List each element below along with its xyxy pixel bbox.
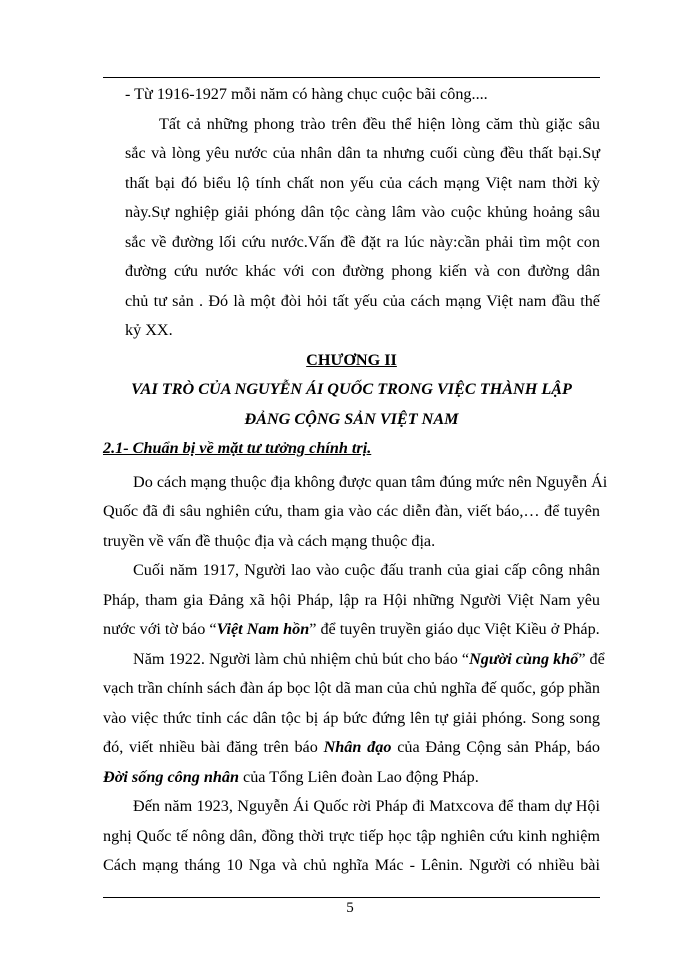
paragraph-line: Pháp, tham gia Đảng xã hội Pháp, lập ra Hội những Người Việt Nam yêu: [103, 590, 600, 609]
text-run: của Tổng Liên đoàn Lao động Pháp.: [238, 767, 479, 786]
chapter-title-line1: VAI TRÒ CỦA NGUYỄN ÁI QUỐC TRONG VIỆC THÀNH LẬP: [131, 380, 572, 398]
text-run: Năm 1922. Người làm chủ nhiệm chủ bút cho báo “: [133, 649, 470, 668]
page-body: [103, 80, 608, 881]
intro-line: thất bại đó biểu lộ tính chất non yếu của cách mạng Việt nam thời kỳ: [125, 173, 600, 192]
newspaper-title: Nhân đạo: [323, 738, 392, 756]
paragraph-line: Cuối năm 1917, Người lao vào cuộc đấu tranh của giai cấp công nhân: [133, 561, 600, 579]
text-run: ” để tuyên truyền giáo dục Việt Kiều ở Pháp.: [309, 620, 600, 638]
paragraph-line: [103, 615, 600, 645]
paragraph-line: [103, 645, 605, 675]
intro-line: sắc về đường lối cứu nước.Vấn đề đặt ra lúc này:cần phải tìm một con: [125, 232, 600, 251]
paragraph-line: nghị Quốc tế nông dân, đồng thời trực tiếp học tập nghiên cứu kinh nghiệm: [103, 826, 600, 845]
newspaper-title: Đời sống công nhân: [103, 767, 239, 786]
paragraph-line: [103, 733, 600, 763]
chapter-title-line2: ĐẢNG CỘNG SẢN VIỆT NAM: [244, 409, 459, 428]
intro-line: đường cứu nước khác với con đường phong kiến và con đường dân: [125, 262, 600, 280]
intro-line: sắc và lòng yêu nước của nhân dân ta nhưng cuối cùng đều thất bại.Sự: [125, 144, 600, 162]
text-run: nước với tờ báo “: [103, 620, 217, 638]
page-number: 5: [346, 900, 354, 916]
paragraph-line: Đến năm 1923, Nguyễn Ái Quốc rời Pháp đi Matxcova để tham dự Hội: [133, 797, 600, 815]
newspaper-title: Việt Nam hồn: [216, 620, 310, 638]
header-rule: [103, 77, 600, 78]
footer-rule: [103, 897, 600, 898]
intro-line: chủ tư sản . Đó là một đòi hỏi tất yếu của cách mạng Việt nam đầu thế: [125, 291, 600, 310]
newspaper-title: Người cùng khổ: [469, 649, 579, 668]
paragraph-line: Quốc đã đi sâu nghiên cứu, tham gia vào các diễn đàn, viết báo,… để tuyên: [103, 502, 600, 520]
section-heading: [103, 434, 600, 464]
text-run: ” để: [578, 649, 605, 668]
paragraph-line: vạch trần chính sách đàn áp bọc lột dã man của chủ nghĩa đế quốc, góp phần: [103, 679, 600, 697]
intro-line: Tất cả những phong trào trên đều thể hiện lòng căm thù giặc sâu: [159, 114, 600, 133]
intro-line: này.Sự nghiệp giải phóng dân tộc càng lâm vào cuộc khủng hoảng sâu: [125, 203, 600, 221]
text-run: đó, viết nhiều bài đăng trên báo: [103, 738, 324, 756]
paragraph-line: Do cách mạng thuộc địa không được quan tâm đúng mức nên Nguyễn Ái: [133, 472, 608, 491]
paragraph-line: [103, 763, 600, 793]
intro-line: kỷ XX.: [125, 321, 173, 339]
paragraph-line: vào việc thức tỉnh các dân tộc bị áp bức đứng lên tự giải phóng. Song song: [103, 708, 600, 727]
text-run: của Đảng Cộng sản Pháp, báo: [391, 738, 600, 756]
section-heading-text: 2.1- Chuẩn bị về mặt tư tưởng chính trị.: [103, 439, 372, 457]
intro-line: - Từ 1916-1927 mỗi năm có hàng chục cuộc bãi công....: [125, 85, 488, 103]
paragraph-line: truyền về vấn đề thuộc địa và cách mạng thuộc địa.: [103, 531, 436, 550]
paragraph-line: Cách mạng tháng 10 Nga và chủ nghĩa Mác - Lênin. Người có nhiều bài: [103, 856, 600, 874]
chapter-label: CHƯƠNG II: [306, 350, 397, 369]
